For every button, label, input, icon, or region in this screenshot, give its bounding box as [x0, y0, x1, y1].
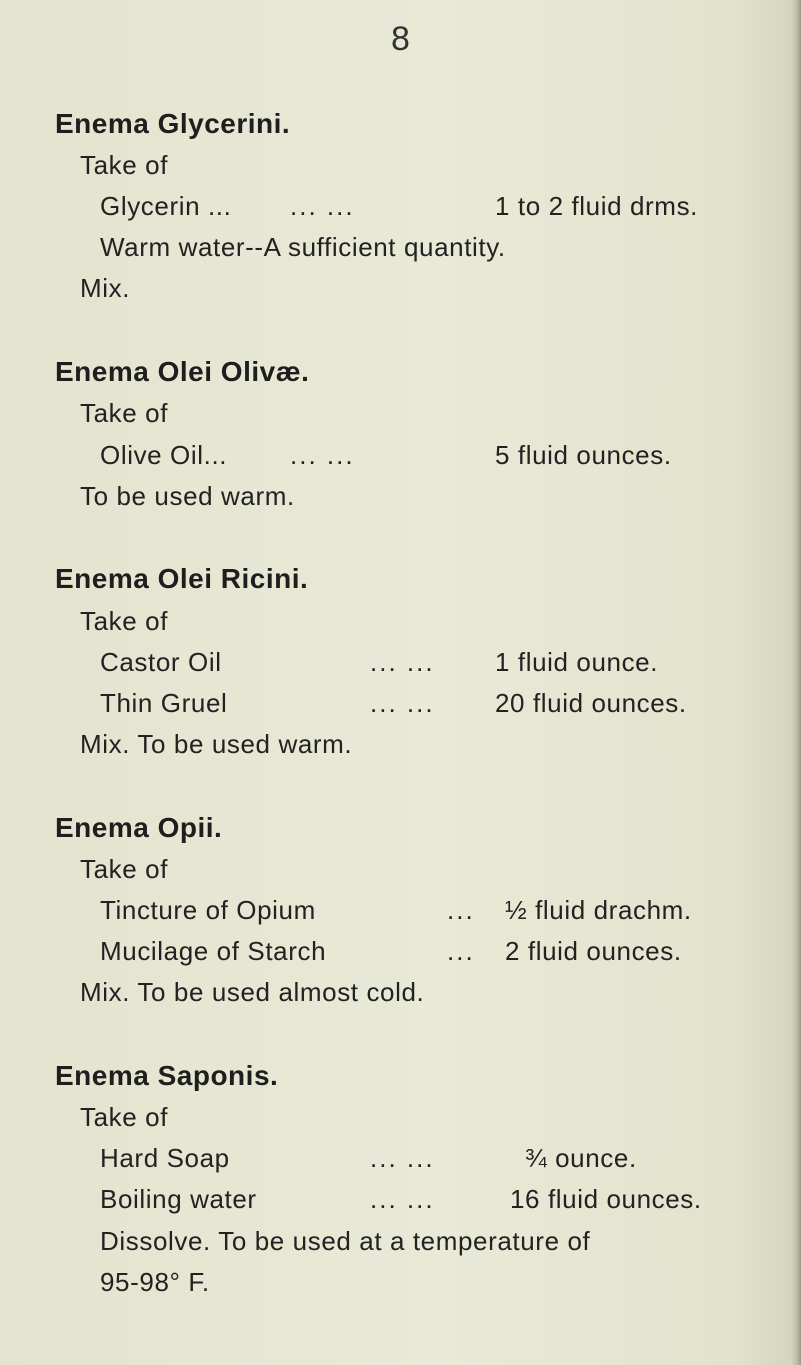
ingredient-name: Mucilage of Starch	[100, 936, 327, 966]
ingredient-quantity: 2 fluid ounces.	[505, 936, 682, 966]
section-heading-olei-olivae: Enema Olei Olivæ.	[55, 356, 310, 387]
ingredient-name: Glycerin ...	[100, 191, 232, 221]
ingredient-name: Tincture of Opium	[100, 895, 316, 925]
ingredient-dots: ... ...	[370, 647, 435, 677]
instruction-note: 95-98° F.	[100, 1267, 210, 1297]
ingredient-dots: ...	[447, 895, 475, 925]
ingredient-quantity: ¾ ounce.	[525, 1143, 637, 1173]
ingredient-quantity: 5 fluid ounces.	[495, 440, 672, 470]
section-heading-saponis: Enema Saponis.	[55, 1060, 279, 1091]
page-edge-shadow	[791, 0, 801, 1365]
take-of-label: Take of	[80, 1102, 169, 1132]
instruction-note: Warm water--A sufficient quantity.	[100, 232, 506, 262]
ingredient-quantity: 16 fluid ounces.	[510, 1184, 702, 1214]
take-of-label: Take of	[80, 854, 169, 884]
ingredient-dots: ... ...	[370, 1184, 435, 1214]
instruction-note: Mix.	[80, 273, 131, 303]
ingredient-dots: ... ...	[370, 688, 435, 718]
ingredient-dots: ...	[447, 936, 475, 966]
ingredient-dots: ... ...	[290, 440, 355, 470]
section-heading-olei-ricini: Enema Olei Ricini.	[55, 563, 309, 594]
ingredient-quantity: 20 fluid ounces.	[495, 688, 687, 718]
take-of-label: Take of	[80, 606, 169, 636]
take-of-label: Take of	[80, 150, 169, 180]
ingredient-name: Olive Oil...	[100, 440, 228, 470]
ingredient-name: Castor Oil	[100, 647, 222, 677]
instruction-note: Mix. To be used almost cold.	[80, 977, 425, 1007]
ingredient-quantity: ½ fluid drachm.	[505, 895, 692, 925]
section-heading-opii: Enema Opii.	[55, 812, 223, 843]
instruction-note: Dissolve. To be used at a temperature of	[100, 1226, 591, 1256]
instruction-note: To be used warm.	[80, 481, 295, 511]
ingredient-name: Boiling water	[100, 1184, 257, 1214]
ingredient-quantity: 1 fluid ounce.	[495, 647, 659, 677]
ingredient-dots: ... ...	[290, 191, 355, 221]
ingredient-dots: ... ...	[370, 1143, 435, 1173]
instruction-note: Mix. To be used warm.	[80, 729, 353, 759]
take-of-label: Take of	[80, 398, 169, 428]
ingredient-name: Thin Gruel	[100, 688, 228, 718]
section-heading-glycerini: Enema Glycerini.	[55, 108, 291, 139]
ingredient-quantity: 1 to 2 fluid drms.	[495, 191, 698, 221]
page-number: 8	[391, 20, 410, 58]
ingredient-name: Hard Soap	[100, 1143, 230, 1173]
